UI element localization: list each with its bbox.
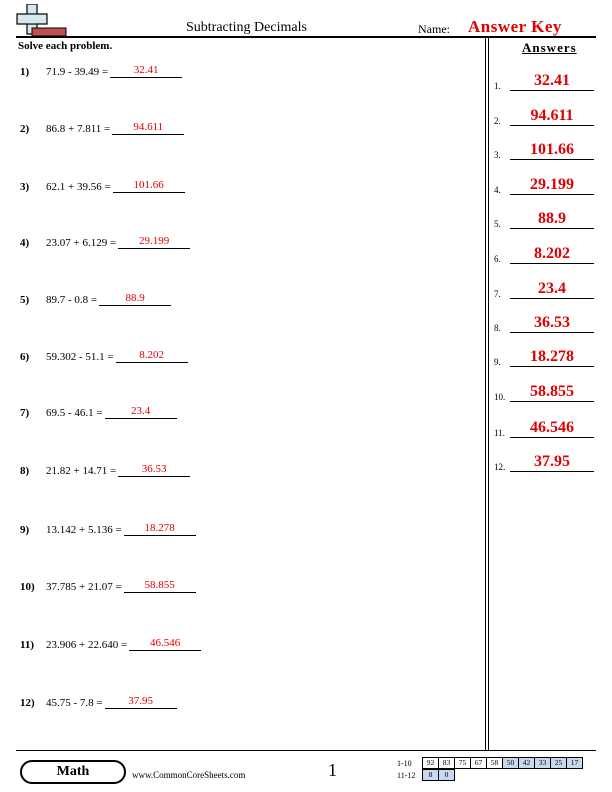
page-number: 1 [328,760,337,780]
score-cell: 50 [502,757,519,769]
answer-value: 94.611 [510,107,594,126]
problem-answer-blank[interactable]: 101.66 [113,179,185,193]
problem-expression: 23.906 + 22.640 = [46,639,128,651]
score-cell: 42 [518,757,535,769]
answer-number: 11. [494,428,505,438]
answer-row-8 [494,314,594,333]
answer-number: 9. [494,357,501,367]
problem-answer-blank[interactable]: 37.95 [105,695,177,709]
answer-row-6 [494,245,594,264]
problem-3 [20,179,185,193]
problem-number: 12) [20,697,35,709]
site-url: www.CommonCoreSheets.com [132,770,246,780]
score-cell: 17 [566,757,583,769]
score-cell: 83 [438,757,455,769]
answer-value: 88.9 [510,210,594,229]
problem-7 [20,405,177,419]
score-cell: 33 [534,757,551,769]
problem-10 [20,579,196,593]
answer-row-1 [494,72,594,91]
worksheet-title: Subtracting Decimals [186,20,307,35]
answer-number: 3. [494,150,501,160]
problem-1 [20,64,182,78]
answer-value: 36.53 [510,314,594,333]
answer-row-11 [494,419,594,438]
problem-answer-blank[interactable]: 58.855 [124,579,196,593]
answer-value: 18.278 [510,348,594,367]
answers-column-divider [485,36,486,750]
problem-number: 5) [20,294,30,306]
problem-expression: 13.142 + 5.136 = [46,524,122,536]
problem-number: 9) [20,524,30,536]
answer-number: 10. [494,392,506,402]
subject-badge: Math [20,760,126,784]
score-range-label: 11-12 [397,770,416,780]
problem-expression: 23.07 + 6.129 = [46,237,117,249]
problem-8 [20,463,190,477]
answer-number: 2. [494,116,501,126]
score-cell: 58 [486,757,503,769]
problem-number: 6) [20,351,30,363]
problem-number: 3) [20,181,30,193]
problem-expression: 45.75 - 7.8 = [46,697,103,709]
answer-number: 7. [494,289,501,299]
name-label: Name: [418,22,450,36]
problem-number: 10) [20,581,35,593]
problem-expression: 21.82 + 14.71 = [46,465,117,477]
problem-answer-blank[interactable]: 8.202 [116,349,188,363]
problem-expression: 86.8 + 7.811 = [46,123,111,135]
problem-expression: 89.7 - 0.8 = [46,294,98,306]
problem-answer-blank[interactable]: 18.278 [124,522,196,536]
problem-11 [20,637,201,651]
score-cell: 92 [422,757,439,769]
score-cell: 75 [454,757,471,769]
score-cell: 67 [470,757,487,769]
problem-answer-blank[interactable]: 36.53 [118,463,190,477]
problem-4 [20,235,190,249]
answer-row-10 [494,383,594,402]
problem-expression: 37.785 + 21.07 = [46,581,122,593]
problem-number: 1) [20,66,30,78]
problem-number: 7) [20,407,30,419]
score-row-1-10 [397,757,583,769]
score-range-label: 1-10 [397,758,412,768]
answers-heading: Answers [522,40,577,55]
answer-value: 101.66 [510,141,594,160]
problem-answer-blank[interactable]: 88.9 [99,292,171,306]
problem-answer-blank[interactable]: 32.41 [110,64,182,78]
problem-answer-blank[interactable]: 29.199 [118,235,190,249]
problem-answer-blank[interactable]: 23.4 [105,405,177,419]
answer-value: 29.199 [510,176,594,195]
answer-value: 46.546 [510,419,594,438]
header-divider [16,36,596,38]
problem-expression: 62.1 + 39.56 = [46,181,111,193]
answer-number: 4. [494,185,501,195]
problem-answer-blank[interactable]: 46.546 [129,637,201,651]
problem-12 [20,695,177,709]
answer-row-4 [494,176,594,195]
footer-divider [16,750,596,751]
answer-row-5 [494,210,594,229]
problem-answer-blank[interactable]: 94.611 [112,121,184,135]
score-table [397,757,583,781]
problem-9 [20,522,196,536]
answer-row-12 [494,453,594,472]
answer-key-label: Answer Key [468,17,562,36]
answer-row-9 [494,348,594,367]
plus-minus-logo-icon [16,4,68,38]
answer-row-2 [494,107,594,126]
answer-value: 23.4 [510,280,594,299]
problem-2 [20,121,184,135]
answer-row-7 [494,280,594,299]
answers-column-divider-inner [488,36,489,750]
problem-5 [20,292,171,306]
score-cell: 8 [422,769,439,781]
problem-6 [20,349,188,363]
answer-number: 8. [494,323,501,333]
answer-value: 32.41 [510,72,594,91]
answer-number: 5. [494,219,501,229]
answer-row-3 [494,141,594,160]
answer-number: 12. [494,462,506,472]
answer-number: 1. [494,81,501,91]
score-row-11-12 [397,769,583,781]
score-cell: 0 [438,769,455,781]
problem-number: 8) [20,465,30,477]
problem-expression: 59.302 - 51.1 = [46,351,114,363]
instructions: Solve each problem. [18,40,113,52]
answer-value: 58.855 [510,383,594,402]
problem-expression: 71.9 - 39.49 = [46,66,109,78]
score-cell: 25 [550,757,567,769]
answer-value: 8.202 [510,245,594,264]
problem-number: 11) [20,639,35,651]
problem-expression: 69.5 - 46.1 = [46,407,103,419]
answer-number: 6. [494,254,501,264]
problem-number: 4) [20,237,30,249]
problem-number: 2) [20,123,30,135]
answer-value: 37.95 [510,453,594,472]
